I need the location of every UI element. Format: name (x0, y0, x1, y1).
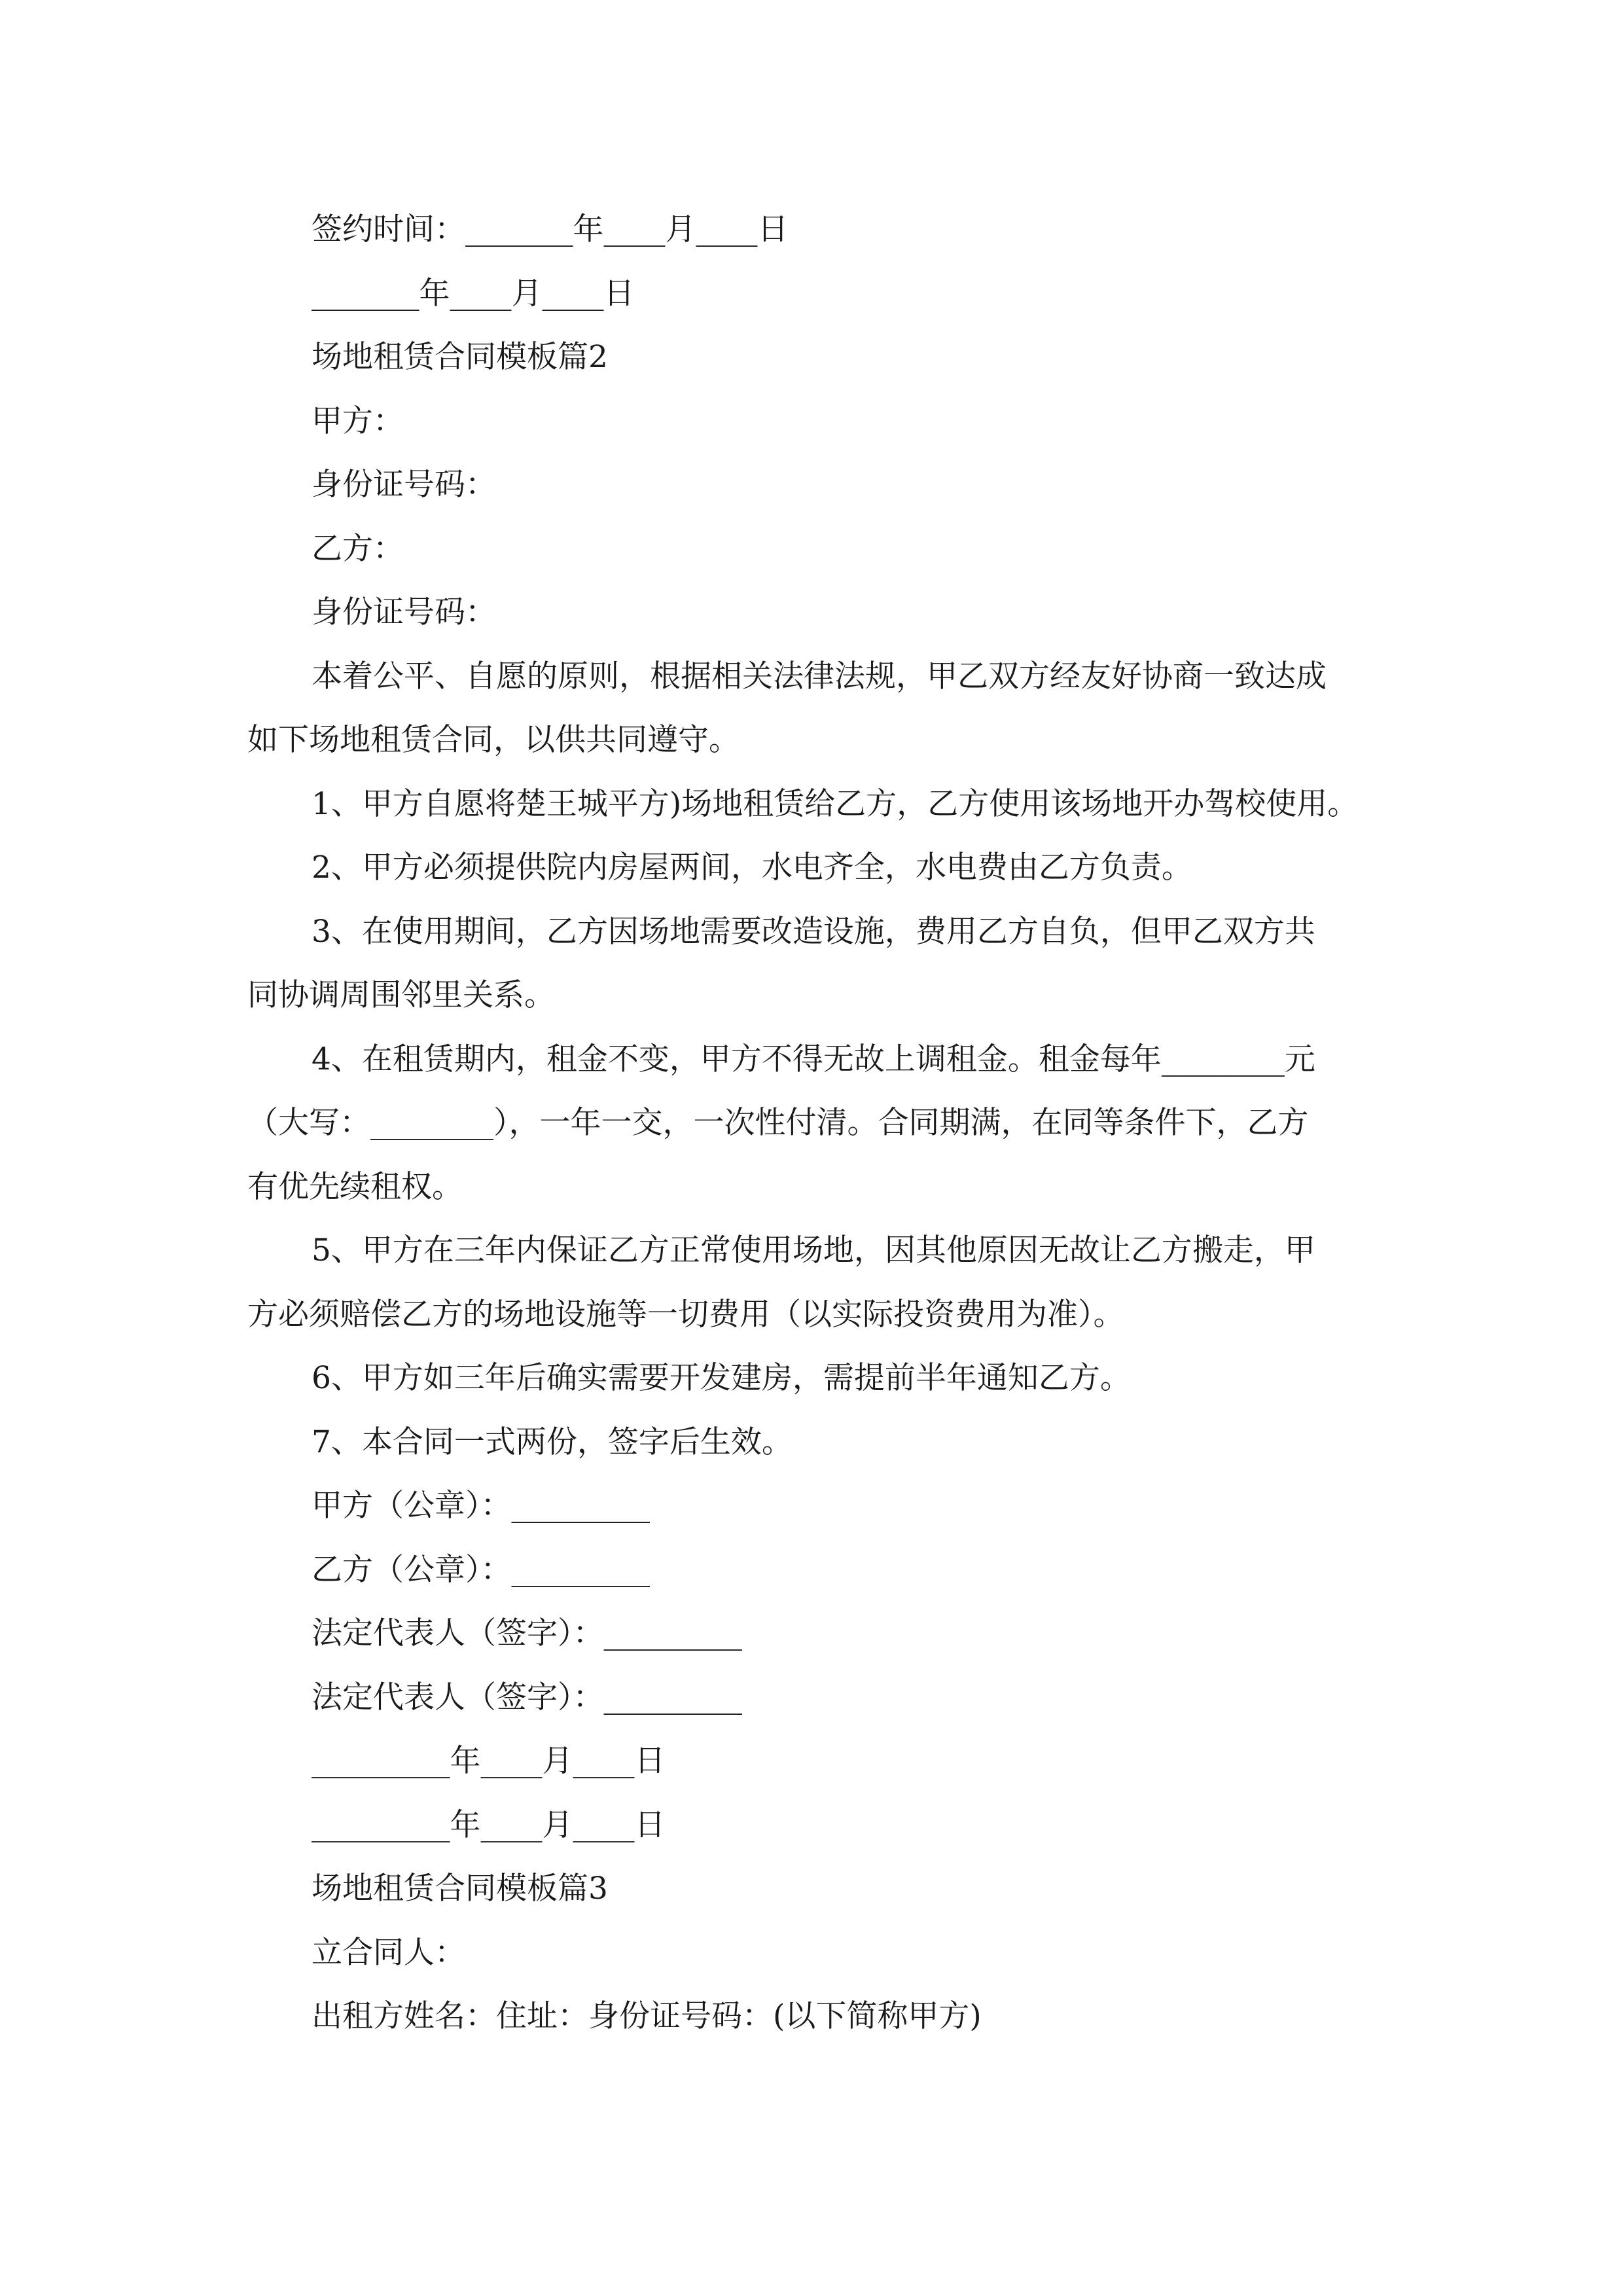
text-line: 甲方（公章）：_________ (312, 1488, 650, 1524)
text-line: 立合同人： (312, 1934, 465, 1971)
text-line: 有优先续租权。 (247, 1168, 463, 1205)
text-line: 签约时间：_______年____月____日 (312, 211, 789, 247)
text-line: 7、本合同一式两份，签字后生效。 (312, 1424, 793, 1460)
text-line: 方必须赔偿乙方的场地设施等一切费用（以实际投资费用为准）。 (247, 1296, 1124, 1333)
text-line: 2、甲方必须提供院内房屋两间，水电齐全，水电费由乙方负责。 (312, 850, 1192, 886)
text-line: 场地租赁合同模板篇2 (312, 339, 608, 375)
text-line: 6、甲方如三年后确实需要开发建房，需提前半年通知乙方。 (312, 1360, 1131, 1396)
text-line: _________年____月____日 (312, 1743, 666, 1779)
text-line: 甲方： (312, 403, 404, 439)
text-line: 4、在租赁期内，租金不变，甲方不得无故上调租金。租金每年________元 (312, 1041, 1315, 1077)
text-line: _______年____月____日 (312, 275, 635, 312)
text-line: 同协调周围邻里关系。 (247, 977, 555, 1013)
text-line: 身份证号码： (312, 594, 496, 630)
text-line: （大写：________），一年一交，一次性付清。合同期满，在同等条件下，乙方 (247, 1105, 1309, 1141)
text-line: 场地租赁合同模板篇3 (312, 1871, 608, 1907)
text-line: 出租方姓名：住址：身份证号码：(以下简称甲方) (312, 1998, 982, 2034)
document-body (247, 198, 1376, 2049)
text-line: _________年____月____日 (312, 1806, 666, 1843)
text-line: 乙方： (312, 530, 404, 567)
text-line: 3、在使用期间，乙方因场地需要改造设施，费用乙方自负，但甲乙双方共 (312, 913, 1315, 950)
text-line: 5、甲方在三年内保证乙方正常使用场地，因其他原因无故让乙方搬走，甲 (312, 1232, 1315, 1268)
text-line: 乙方（公章）：_________ (312, 1551, 650, 1588)
text-line: 1、甲方自愿将楚王城平方)场地租赁给乙方，乙方使用该场地开办驾校使用。 (312, 785, 1359, 822)
text-line: 本着公平、自愿的原则，根据相关法律法规，甲乙双方经友好协商一致达成 (312, 658, 1327, 694)
text-line: 身份证号码： (312, 467, 496, 503)
text-line: 法定代表人（签字）：_________ (312, 1679, 742, 1715)
text-line: 法定代表人（签字）：_________ (312, 1615, 742, 1651)
text-line: 如下场地租赁合同，以供共同遵守。 (247, 722, 740, 758)
